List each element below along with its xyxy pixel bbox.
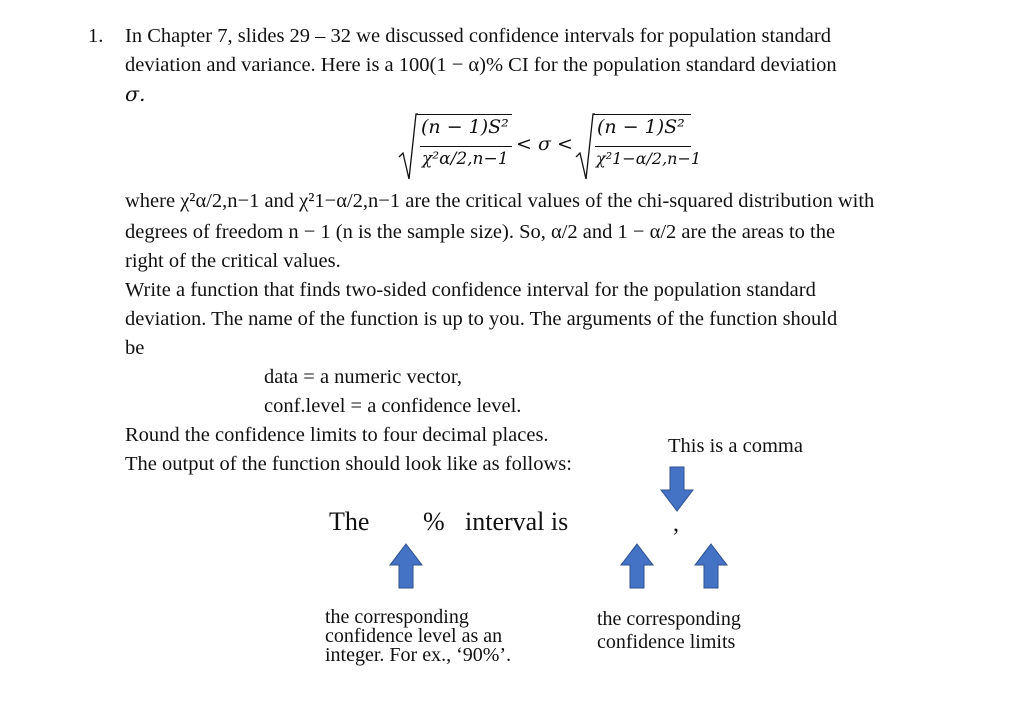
note-left-line: integer. For ex., ‘90%’.	[325, 644, 512, 666]
argument-data: data = a numeric vector,	[264, 366, 462, 388]
note-left-line: the corresponding	[325, 606, 469, 628]
right-of-line: right of the critical values.	[125, 250, 341, 272]
intro-line-1: In Chapter 7, slides 29 – 32 we discussed confidence intervals for population standard	[125, 25, 831, 47]
output-the: The	[329, 507, 370, 536]
note-right-line: the corresponding	[597, 608, 741, 630]
up-arrow-icon	[620, 543, 654, 589]
sqrt-sign-right	[575, 113, 595, 181]
left-denominator: χ²α/2,n−1	[422, 149, 509, 169]
output-interval-is: interval is	[465, 507, 569, 536]
right-denominator: χ²1−α/2,n−1	[596, 149, 702, 168]
round-instruction: Round the confidence limits to four decimal places.	[125, 424, 549, 446]
up-arrow-icon	[389, 543, 423, 589]
note-right-line: confidence limits	[597, 631, 736, 653]
argument-conf-level: conf.level = a confidence level.	[264, 395, 522, 417]
up-arrow-icon	[694, 543, 728, 589]
left-fraction-bar	[420, 146, 512, 147]
question-number: 1.	[88, 25, 104, 47]
task-line-2: deviation. The name of the function is up to you. The arguments of the function should	[125, 308, 838, 330]
df-line: degrees of freedom n − 1 (n is the sample size). So, α/2 and 1 − α/2 are the areas to the	[125, 221, 836, 243]
note-confidence-limits	[597, 608, 741, 654]
down-arrow-icon	[660, 466, 694, 512]
task-line-1: Write a function that finds two-sided confidence interval for the population standard	[125, 279, 816, 301]
middle-inequality: < σ <	[516, 133, 573, 155]
note-left-line: confidence level as an	[325, 625, 503, 647]
output-comma: ,	[673, 511, 679, 537]
right-numerator: (n − 1)S²	[597, 116, 685, 138]
task-line-3: be	[125, 337, 145, 359]
left-numerator: (n − 1)S²	[421, 116, 509, 138]
comma-note: This is a comma	[668, 435, 803, 457]
output-percent: %	[423, 507, 445, 536]
output-instruction: The output of the function should look like as follows:	[125, 453, 572, 475]
where-line: where χ²α/2,n−1 and χ²1−α/2,n−1 are the critical values of the chi-squared distribution with	[125, 190, 875, 212]
sqrt-sign-left	[398, 113, 418, 181]
intro-line-3: σ.	[125, 82, 146, 106]
note-confidence-level	[325, 608, 511, 665]
intro-line-2: deviation and variance. Here is a 100(1 − α)% CI for the population standard deviation	[125, 54, 837, 76]
right-fraction-bar	[595, 146, 691, 147]
